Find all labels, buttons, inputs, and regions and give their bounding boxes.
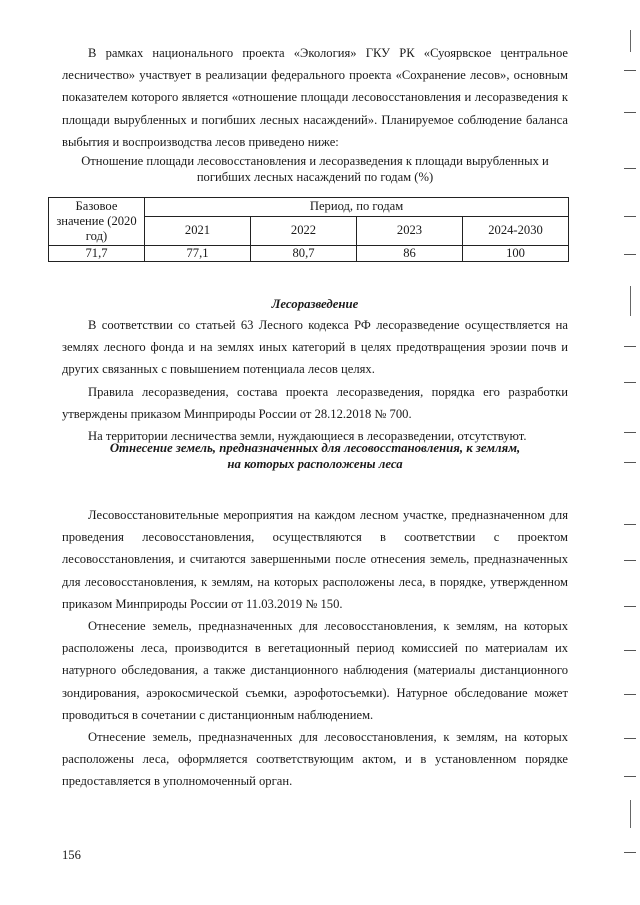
table-caption: Отношение площади лесовосстановления и лесоразведения к площади вырубленных и погибших лесных насаждений по годам (%) [81,154,549,184]
scan-mark [624,168,636,169]
scan-mark [624,650,636,651]
scan-mark [624,694,636,695]
scan-mark [624,254,636,255]
scan-mark [624,852,636,853]
value-cell: 77,1 [145,246,251,262]
afforestation-block [62,314,568,447]
intro-paragraph: В рамках национального проекта «Экология» ГКУ РК «Суоярвское центральное лесничество» участвует в реализации федерального проекта «Сохранение лесов», основным показателем которого является «отношение площади лесовосстановления и лесоразведения к площади вырубленных и погибших лесных насаждений». Планируемое соблюдение баланса выбытия и воспроизводства лесов приведено ниже: [62,46,568,149]
base-value-cell: 71,7 [49,246,145,262]
paragraph: Отнесение земель, предназначенных для лесовосстановления, к землям, на которых расположены леса, производится в вегетационный период комиссией по материалам их натурного обследования, а также дистанционного наблюдения (материалы дистанционного зондирования, аэрокосмической съемки, аэрофотосъемки). Натурное обследование может проводиться в сочетании с дистанционным наблюдением. [62,619,568,722]
paragraph: На территории лесничества земли, нуждающиеся в лесоразведении, отсутствуют. [88,429,527,444]
value-cell: 100 [463,246,569,262]
section-heading-afforestation: Лесоразведение [271,297,359,311]
paragraph: Правила лесоразведения, состава проекта лесоразведения, порядка его разработки утверждены приказом Минприроды России от 28.12.2018 № 700. [62,384,568,421]
heading-line: на которых расположены леса [227,457,403,471]
paragraph: Лесовосстановительные мероприятия на каждом лесном участке, предназначенном для проведения лесовосстановления, осуществляются в соответствии с проектом лесовосстановления, и считаются завершенными после отнесения земель, предназначенных для лесовосстановления, к землям, на которых расположены леса, в порядке, утвержденном приказом Минприроды России от 11.03.2019 № 150. [62,508,568,611]
scan-mark [624,346,636,347]
year-header: 2021 [145,216,251,245]
paragraph: Отнесение земель, предназначенных для лесовосстановления, к землям, на которых расположены леса, оформляется соответствующим актом, и в установленном порядке предоставляется в уполномоченный орган. [62,730,568,789]
heading-line: Отнесение земель, предназначенных для лесовосстановления, к землям, [109,441,521,455]
scan-mark [624,382,636,383]
scan-mark [624,776,636,777]
year-header: 2023 [357,216,463,245]
value-cell: 86 [357,246,463,262]
scan-mark [624,216,636,217]
scan-mark [630,286,631,316]
scan-mark [624,112,636,113]
paragraph: В соответствии со статьей 63 Лесного кодекса РФ лесоразведение осуществляется на землях лесного фонда и на землях иных категорий в целях предотвращения эрозии почв и других связанных с повышением потенциала лесов целях. [62,318,568,377]
scan-mark [624,560,636,561]
scan-mark [624,606,636,607]
scan-mark [624,738,636,739]
scan-mark [630,30,631,52]
scan-mark [624,462,636,463]
base-value-header: Базовое значение (2020 год) [49,198,145,246]
scan-mark [624,70,636,71]
scan-mark [630,800,631,828]
section-heading-reforestation [62,440,568,472]
scan-mark [624,524,636,525]
year-header: 2022 [251,216,357,245]
page-number: 156 [62,848,81,862]
value-cell: 80,7 [251,246,357,262]
intro-block [62,42,568,153]
period-header: Период, по годам [145,198,569,217]
year-header: 2024-2030 [463,216,569,245]
reforestation-block [62,504,568,793]
forest-balance-table [48,197,569,262]
scan-edge-marks [610,0,640,905]
scan-mark [624,432,636,433]
